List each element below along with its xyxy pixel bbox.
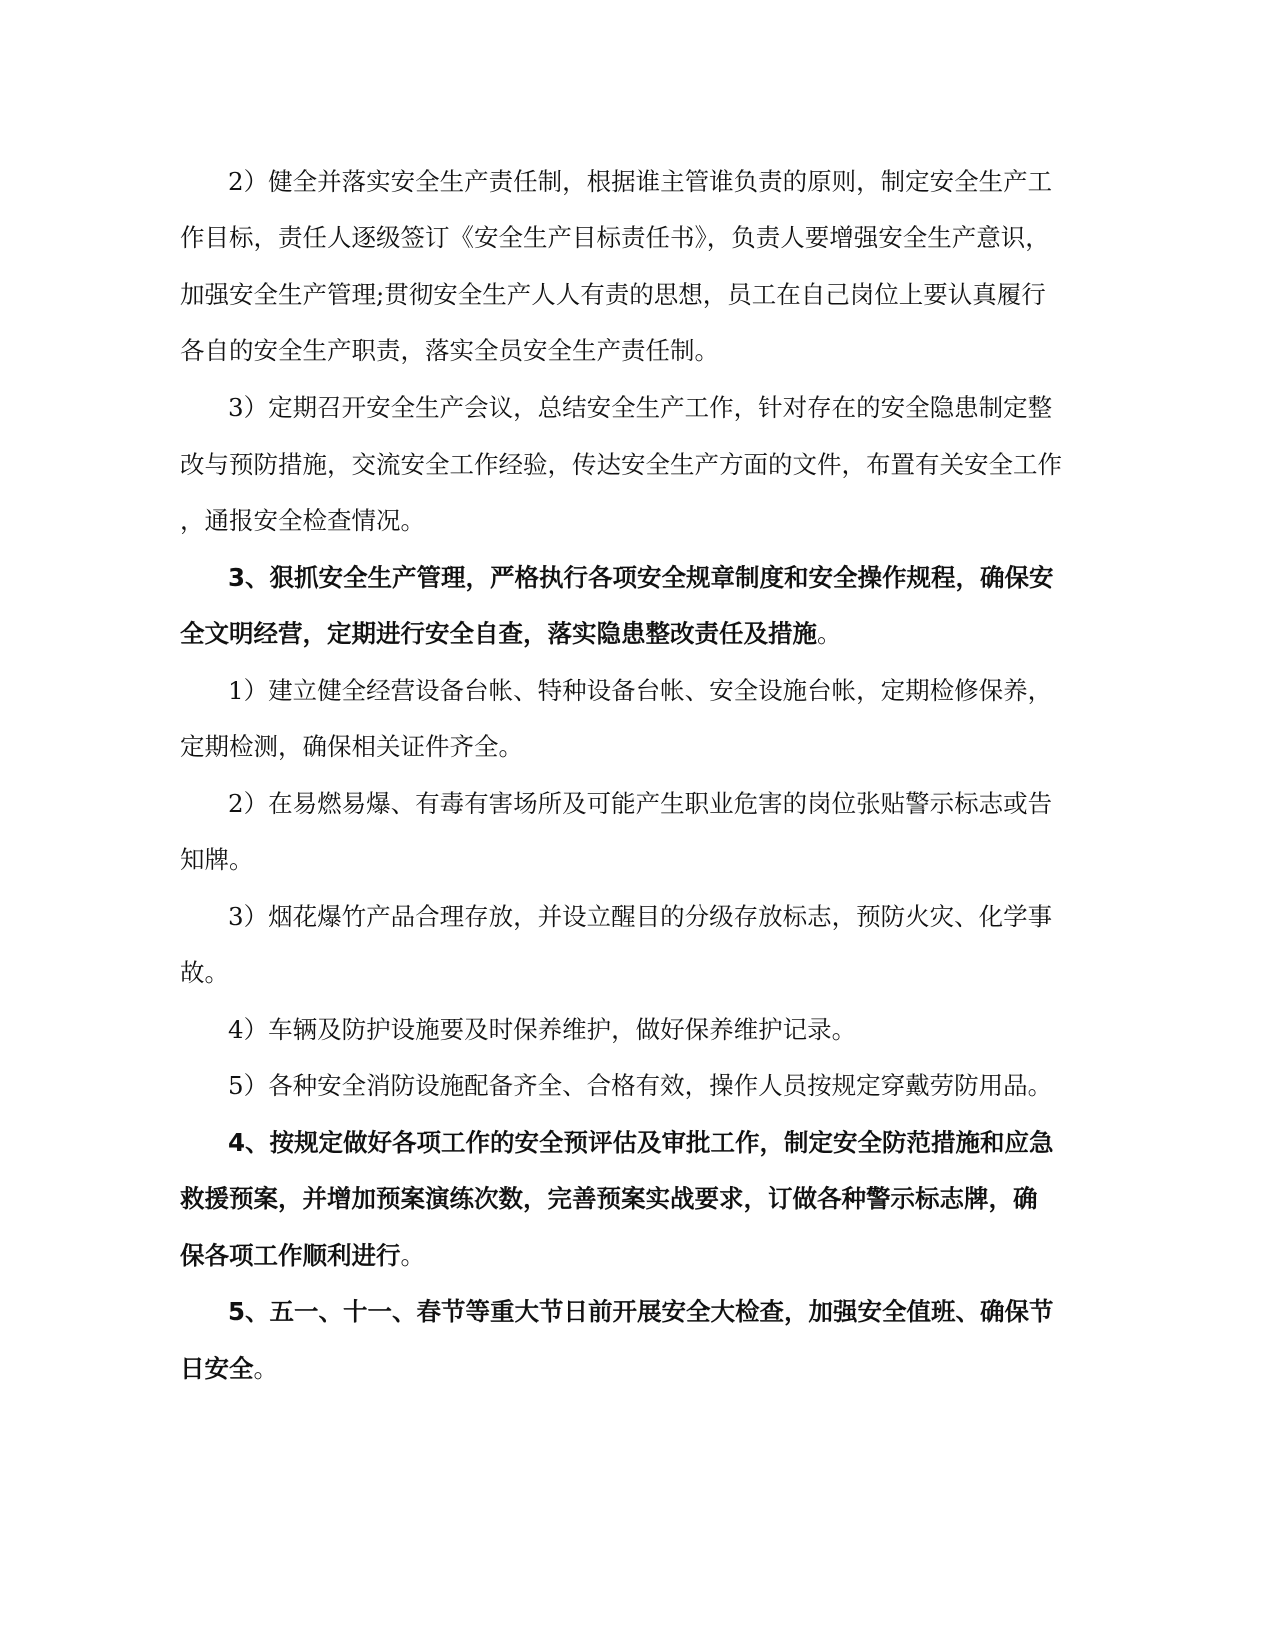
section-5-heading-line-2 xyxy=(180,1349,278,1389)
paragraph-6-line-2: 故。 xyxy=(180,958,229,987)
paragraph-5-line-1: 2）在易燃易爆、有毒有害场所及可能产生职业危害的岗位张贴警示标志或告 xyxy=(228,789,1053,818)
section-4-heading-line-3-text: 保各项工作顺利进行 xyxy=(180,1241,401,1270)
section-3-heading-line-2 xyxy=(180,614,842,654)
paragraph-1-line-3: 加强安全生产管理;贯彻安全生产人人有责的思想，员工在自己岗位上要认真履行 xyxy=(180,280,1046,309)
section-5-heading-trailing-mark: 。 xyxy=(253,1354,278,1383)
section-5-heading-line-2-text: 日安全 xyxy=(180,1354,254,1383)
paragraph-2-line-1: 3）定期召开安全生产会议，总结安全生产工作，针对存在的安全隐患制定整 xyxy=(228,393,1053,422)
paragraph-1-line-4: 各自的安全生产职责，落实全员安全生产责任制。 xyxy=(180,336,719,365)
paragraph-2-line-2: 改与预防措施，交流安全工作经验，传达安全生产方面的文件，布置有关安全工作 xyxy=(180,450,1062,479)
paragraph-1-line-2: 作目标，责任人逐级签订《安全生产目标责任书》，负责人要增强安全生产意识， xyxy=(180,223,1050,252)
section-3-heading-line-2-text: 全文明经营，定期进行安全自查，落实隐患整改责任及措施 xyxy=(180,619,817,648)
section-4-heading-line-3 xyxy=(180,1236,425,1276)
section-4-heading-trailing-mark: 。 xyxy=(400,1241,425,1270)
section-3-heading-trailing-mark: 。 xyxy=(817,619,842,648)
paragraph-5-line-2: 知牌。 xyxy=(180,845,254,874)
paragraph-4-line-2: 定期检测，确保相关证件齐全。 xyxy=(180,732,523,761)
section-4-heading-line-2: 救援预案，并增加预案演练次数，完善预案实战要求，订做各种警示标志牌，确 xyxy=(180,1184,1038,1213)
paragraph-7-line-1: 4）车辆及防护设施要及时保养维护，做好保养维护记录。 xyxy=(228,1015,857,1044)
paragraph-4-line-1: 1）建立健全经营设备台帐、特种设备台帐、安全设施台帐，定期检修保养， xyxy=(228,676,1053,705)
section-3-heading-line-1: 3、狠抓安全生产管理，严格执行各项安全规章制度和安全操作规程，确保安 xyxy=(228,563,1054,592)
section-4-heading-line-1: 4、按规定做好各项工作的安全预评估及审批工作，制定安全防范措施和应急 xyxy=(228,1128,1054,1157)
paragraph-1-line-1: 2）健全并落实安全生产责任制，根据谁主管谁负责的原则，制定安全生产工 xyxy=(228,167,1053,196)
section-5-heading-line-1: 5、五一、十一、春节等重大节日前开展安全大检查，加强安全值班、确保节 xyxy=(228,1297,1054,1326)
paragraph-8-line-1: 5）各种安全消防设施配备齐全、合格有效，操作人员按规定穿戴劳防用品。 xyxy=(228,1071,1053,1100)
paragraph-6-line-1: 3）烟花爆竹产品合理存放，并设立醒目的分级存放标志，预防火灾、化学事 xyxy=(228,902,1053,931)
paragraph-2-line-3: ，通报安全检查情况。 xyxy=(180,506,425,535)
